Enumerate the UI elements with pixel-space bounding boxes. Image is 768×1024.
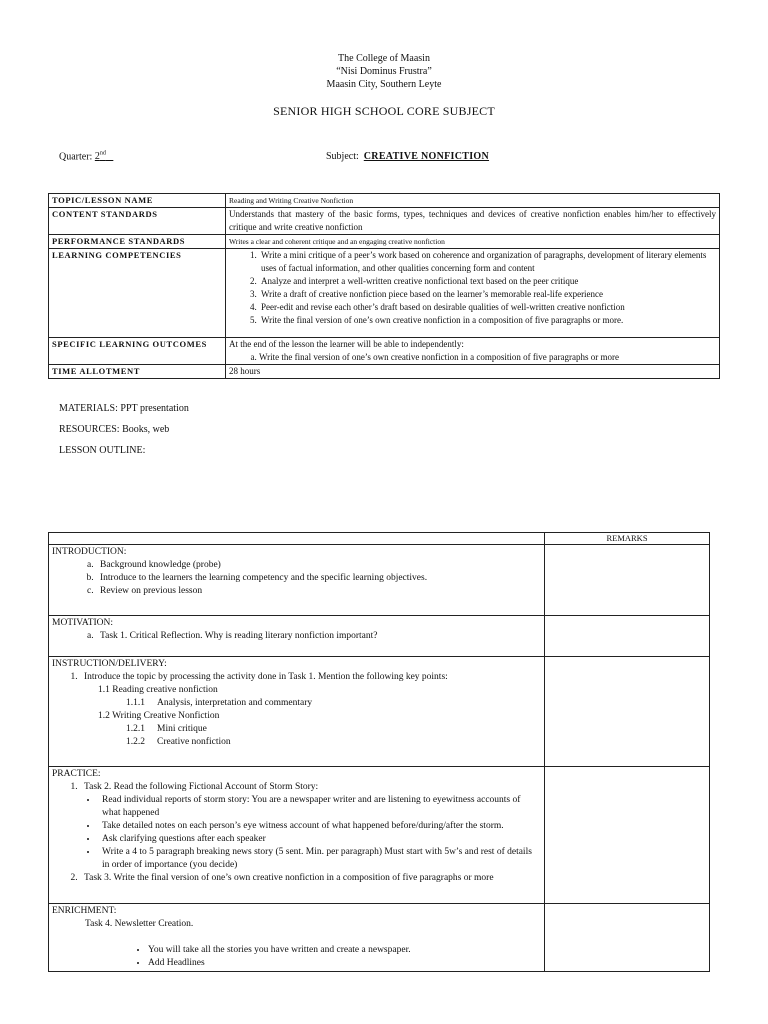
instruction-list — [52, 671, 541, 749]
enrichment-title: ENRICHMENT: — [52, 906, 117, 916]
practice-bullet: • Take detailed notes on each person’s eye witness account of what happened before/during/after the storm. — [98, 820, 541, 833]
introduction-list — [52, 559, 541, 598]
introduction-item: c. Review on previous lesson — [96, 585, 541, 598]
subpoint-writing: 1.2 Writing Creative Nonfiction — [98, 711, 220, 721]
topic-value: Reading and Writing Creative Nonfiction — [226, 194, 720, 208]
motivation-list — [52, 630, 541, 643]
quarter-value: 2nd — [94, 151, 106, 163]
document-title: SENIOR HIGH SCHOOL CORE SUBJECT — [273, 104, 495, 118]
enrichment-remarks — [545, 904, 710, 972]
performance-standards-row — [49, 235, 720, 249]
outcomes-list — [229, 351, 716, 364]
competencies-list — [229, 249, 716, 327]
enrichment-row — [49, 904, 710, 972]
instruction-title: INSTRUCTION/DELIVERY: — [52, 659, 167, 669]
performance-standards-value: Writes a clear and coherent critique and an engaging creative nonfiction — [226, 235, 720, 249]
college-address: Maasin City, Southern Leyte — [326, 79, 442, 90]
time-allotment-label: TIME ALLOTMENT — [49, 365, 226, 379]
time-allotment-row — [49, 365, 720, 379]
introduction-row — [49, 545, 710, 616]
college-motto: “Nisi Dominus Frustra” — [336, 66, 432, 77]
practice-remarks — [545, 767, 710, 904]
outline-header-blank — [49, 533, 545, 545]
lesson-outline-table — [48, 532, 710, 972]
outcomes-intro: At the end of the lesson the learner will be able to independently: — [229, 339, 464, 349]
outline-header-row — [49, 533, 710, 545]
motivation-remarks — [545, 616, 710, 657]
performance-standards-label: PERFORMANCE STANDARDS — [49, 235, 226, 249]
instruction-cell — [49, 657, 545, 767]
practice-cell — [49, 767, 545, 904]
outcome-item: a. Write the final version of one’s own creative nonfiction in a composition of five paragraphs or more — [259, 351, 716, 364]
enrichment-bullet: • Add Headlines — [148, 957, 541, 970]
topic-row — [49, 194, 720, 208]
enrichment-cell — [49, 904, 545, 972]
introduction-remarks — [545, 545, 710, 616]
introduction-title: INTRODUCTION: — [52, 547, 127, 557]
subpoint-creative-nonfiction: 1.2.2 Creative nonfiction — [126, 737, 231, 747]
motivation-title: MOTIVATION: — [52, 618, 114, 628]
learning-outcomes-label: SPECIFIC LEARNING OUTCOMES — [49, 338, 226, 365]
subpoint-reading: 1.1 Reading creative nonfiction — [98, 685, 218, 695]
learning-competencies-label: LEARNING COMPETENCIES — [49, 249, 226, 338]
practice-bullet: • Read individual reports of storm story: You are a newspaper writer and are listening to eyewitness accounts of what happened — [98, 794, 541, 820]
learning-competencies-row — [49, 249, 720, 338]
practice-title: PRACTICE: — [52, 769, 101, 779]
practice-bullet: • Write a 4 to 5 paragraph breaking news story (5 sent. Min. per paragraph) Must start with 5w’s and rest of details in order of importance (you decide) — [98, 846, 541, 872]
practice-row — [49, 767, 710, 904]
lesson-info-table — [48, 193, 720, 379]
quarter-label: Quarter: — [59, 151, 93, 163]
quarter-field — [59, 151, 113, 162]
motivation-row — [49, 616, 710, 657]
learning-outcomes-row — [49, 338, 720, 365]
practice-bullet: • Ask clarifying questions after each speaker — [98, 833, 541, 846]
instruction-row — [49, 657, 710, 767]
topic-label: TOPIC/LESSON NAME — [49, 194, 226, 208]
subject-value: CREATIVE NONFICTION — [363, 151, 490, 162]
competency-item: 1. Write a mini critique of a peer’s work based on coherence and organization of paragraphs, development of literary elements uses of factual information, and other qualities concerning form and content — [259, 249, 716, 275]
practice-task2: 1. Task 2. Read the following Fictional Account of Storm Story: • Read individual reports of storm story: You are a newspaper writer and are listening to eyewitness accounts of what happened • Take detailed notes on each person’s eye witness account of what happened before/during/after the storm. • Ask clarifying questions after each speaker • Write a 4 to 5 paragraph breaking news story (5 sent. Min. per paragraph) Must start with 5w’s and rest of details in order of importance (you decide) — [80, 781, 541, 872]
motivation-cell — [49, 616, 545, 657]
introduction-item: b. Introduce to the learners the learning competency and the specific learning objectives. — [96, 572, 541, 585]
subject-label: Subject: — [326, 151, 359, 162]
competency-item: 3. Write a draft of creative nonfiction piece based on the learner’s memorable real-life experience — [259, 288, 716, 301]
resources-line: RESOURCES: Books, web — [59, 424, 170, 435]
subpoint-analysis: 1.1.1 Analysis, interpretation and commentary — [126, 698, 313, 708]
enrichment-bullet: • You will take all the stories you have written and create a newspaper. — [148, 944, 541, 957]
enrichment-bullets — [52, 944, 541, 970]
competency-item: 5. Write the final version of one’s own creative nonfiction in a composition of five paragraphs or more. — [259, 314, 716, 327]
materials-line: MATERIALS: PPT presentation — [59, 403, 189, 414]
subpoint-mini-critique: 1.2.1 Mini critique — [126, 724, 207, 734]
practice-bullets — [84, 794, 541, 872]
enrichment-task4: Task 4. Newsletter Creation. — [85, 919, 194, 929]
time-allotment-value: 28 hours — [226, 365, 720, 379]
content-standards-value: Understands that mastery of the basic forms, types, techniques and devices of creative nonfiction enables him/her to effectively critique and write creative nonfiction — [226, 208, 720, 235]
competency-item: 2. Analyze and interpret a well-written creative nonfictional text based on the peer critique — [259, 275, 716, 288]
instruction-main: Introduce the topic by processing the activity done in Task 1. Mention the following key points: — [84, 672, 448, 682]
practice-list — [52, 781, 541, 885]
instruction-item — [80, 671, 541, 749]
subject-field — [326, 151, 489, 162]
content-standards-row — [49, 208, 720, 235]
introduction-item: a. Background knowledge (probe) — [96, 559, 541, 572]
college-name: The College of Maasin — [338, 53, 430, 64]
learning-competencies-value — [226, 249, 720, 338]
instruction-remarks — [545, 657, 710, 767]
learning-outcomes-value — [226, 338, 720, 365]
content-standards-label: CONTENT STANDARDS — [49, 208, 226, 235]
introduction-cell — [49, 545, 545, 616]
remarks-header: REMARKS — [545, 533, 710, 545]
practice-task3: 2. Task 3. Write the final version of one’s own creative nonfiction in a composition of five paragraphs or more — [80, 872, 541, 885]
competency-item: 4. Peer-edit and revise each other’s draft based on desirable qualities of well-written creative nonfiction — [259, 301, 716, 314]
motivation-item: a. Task 1. Critical Reflection. Why is reading literary nonfiction important? — [96, 630, 541, 643]
lesson-outline-heading: LESSON OUTLINE: — [59, 445, 146, 456]
